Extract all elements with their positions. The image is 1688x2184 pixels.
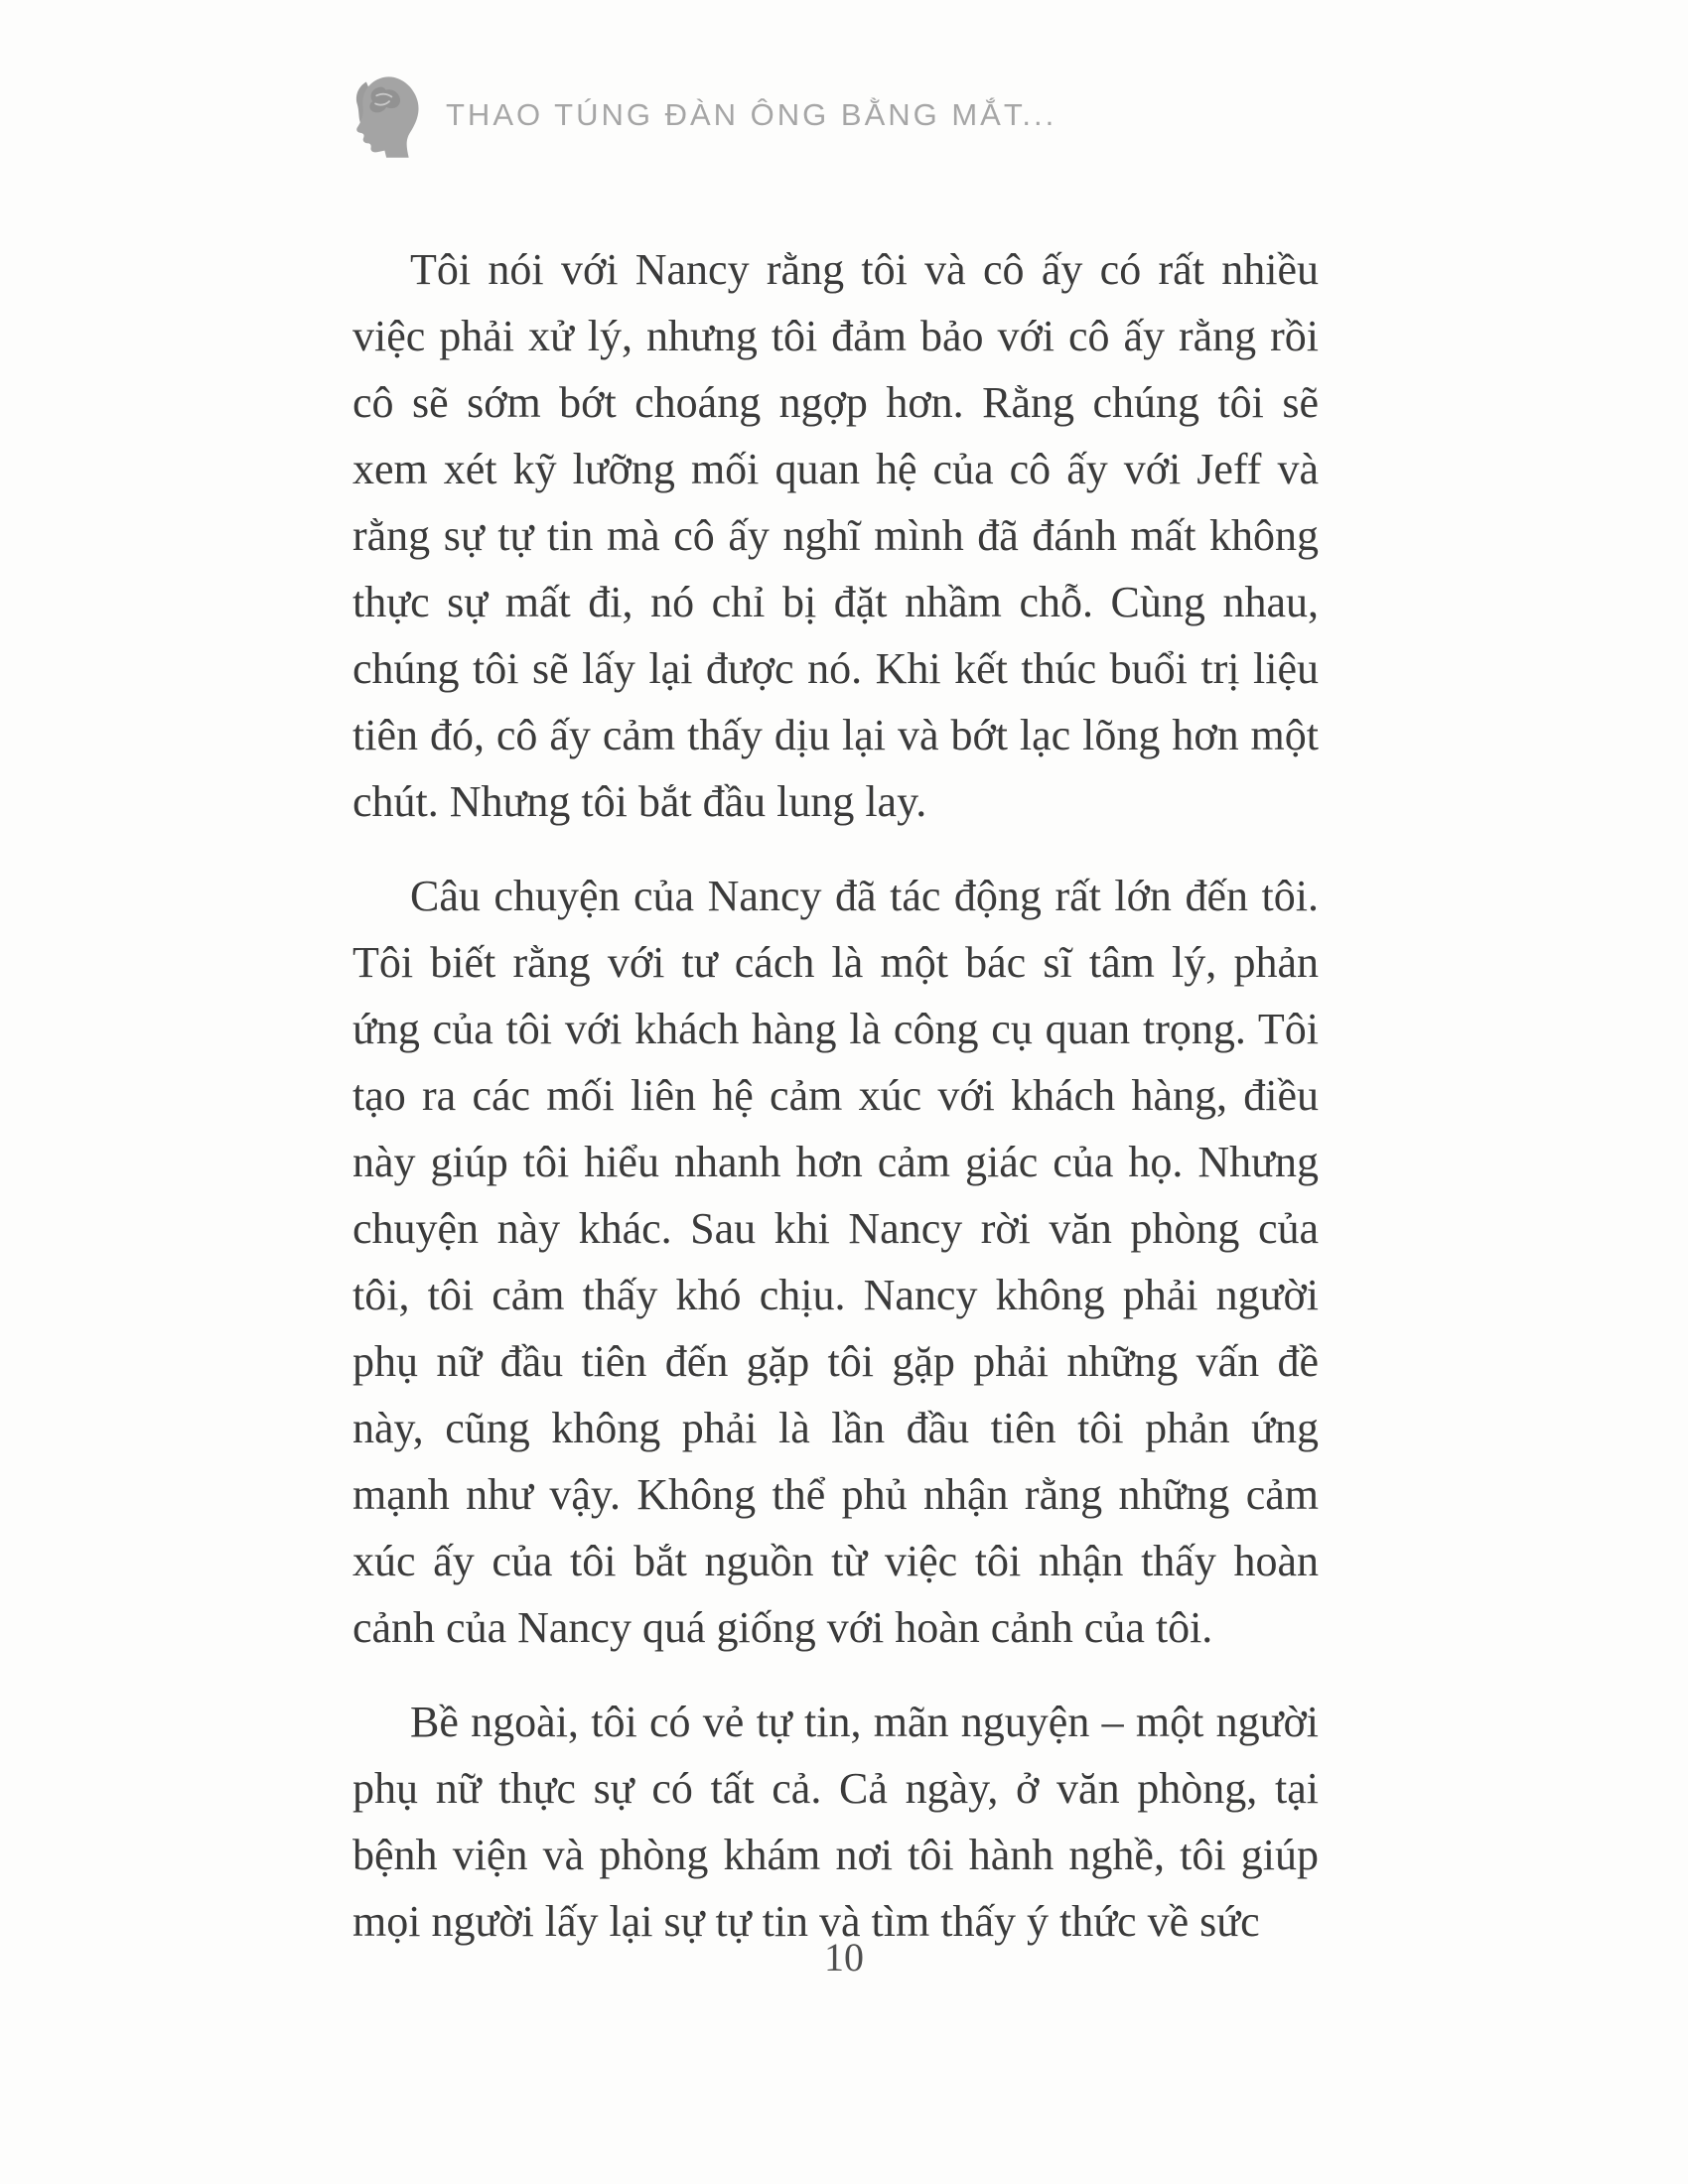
page-header: [352, 71, 1319, 159]
page-number: 10: [824, 1935, 864, 1979]
woman-head-logo-icon: [352, 72, 426, 158]
running-head-title: THAO TÚNG ĐÀN ÔNG BẰNG MẮT...: [446, 97, 1057, 132]
paragraph-2: Câu chuyện của Nancy đã tác động rất lớn đến tôi. Tôi biết rằng với tư cách là một bác sĩ tâm lý, phản ứng của tôi với khách hàng là công cụ quan trọng. Tôi tạo ra các mối liên hệ cảm xúc với khách hàng, điều này giúp tôi hiểu nhanh hơn cảm giác của họ. Nhưng chuyện này khác. Sau khi Nancy rời văn phòng của tôi, tôi cảm thấy khó chịu. Nancy không phải người phụ nữ đầu tiên đến gặp tôi gặp phải những vấn đề này, cũng không phải là lần đầu tiên tôi phản ứng mạnh như vậy. Không thể phủ nhận rằng những cảm xúc ấy của tôi bắt nguồn từ việc tôi nhận thấy hoàn cảnh của Nancy quá giống với hoàn cảnh của tôi.: [352, 872, 1319, 1652]
paragraph-3: Bề ngoài, tôi có vẻ tự tin, mãn nguyện – một người phụ nữ thực sự có tất cả. Cả ngày, ở văn phòng, tại bệnh viện và phòng khám nơi tôi hành nghề, tôi giúp mọi người lấy lại sự tự tin và tìm thấy ý thức về sức: [352, 1698, 1319, 1946]
paragraph-1: Tôi nói với Nancy rằng tôi và cô ấy có rất nhiều việc phải xử lý, nhưng tôi đảm bảo với cô ấy rằng rồi cô sẽ sớm bớt choáng ngợp hơn. Rằng chúng tôi sẽ xem xét kỹ lưỡng mối quan hệ của cô ấy với Jeff và rằng sự tự tin mà cô ấy nghĩ mình đã đánh mất không thực sự mất đi, nó chỉ bị đặt nhầm chỗ. Cùng nhau, chúng tôi sẽ lấy lại được nó. Khi kết thúc buổi trị liệu tiên đó, cô ấy cảm thấy dịu lại và bớt lạc lõng hơn một chút. Nhưng tôi bắt đầu lung lay.: [352, 245, 1319, 826]
page-body: [352, 236, 1319, 1955]
page-footer: [0, 1934, 1688, 1980]
